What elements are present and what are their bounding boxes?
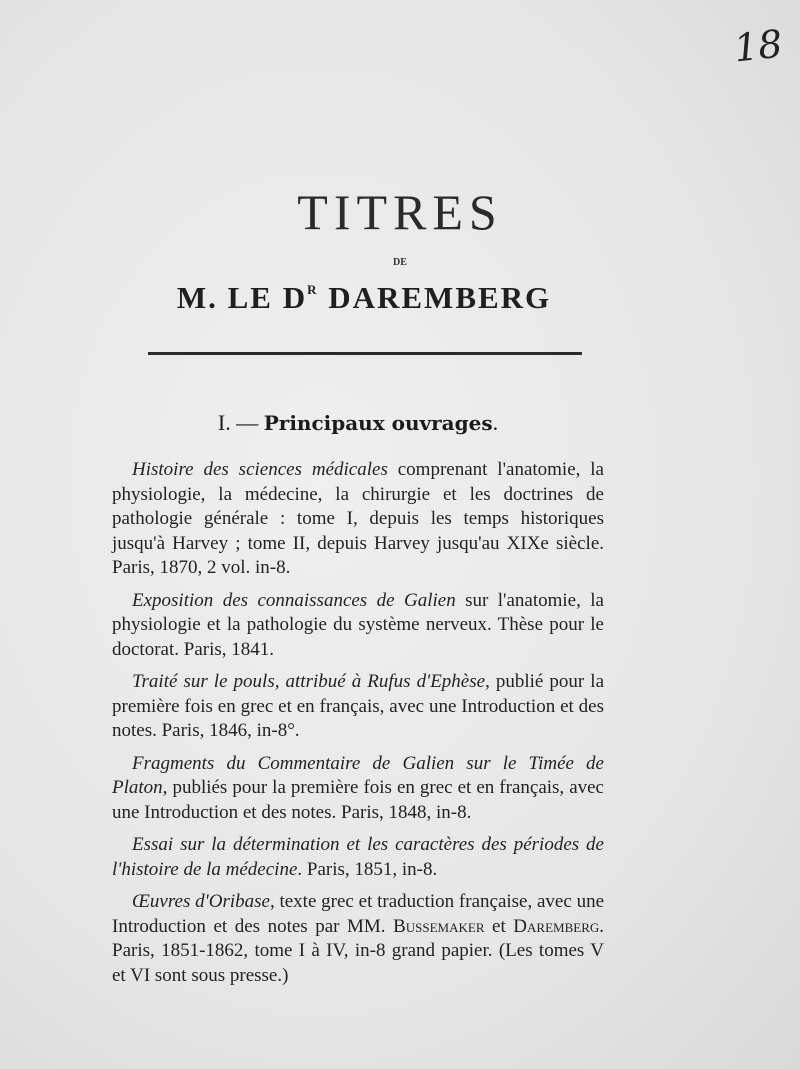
author-superscript: R [307, 282, 319, 297]
entry-details: , texte grec et traduction française, avec une Introduction et des notes par MM. [112, 891, 605, 937]
bibliography-entry [112, 752, 604, 826]
entry-details: , publiés pour la première fois en grec et en français, avec une Introduction et des notes. Paris, 1848, in-8. [112, 777, 604, 823]
bibliography-entry [112, 458, 604, 581]
entry-details: comprenant l'anatomie, la physiologie, la médecine, la chirurgie et les doctrines de pathologie générale : tome I, depuis les temps historiques jusqu'à Harvey ; tome II, depuis Harvey jusqu'au XIXe siècle. Paris, 1870, 2 vol. in-8. [112, 459, 604, 578]
author-prefix: M. LE D [176, 280, 308, 315]
section-title: Principaux ouvrages [263, 411, 493, 435]
handwritten-page-number: 18 [731, 21, 785, 71]
horizontal-rule [148, 352, 582, 355]
title-preposition: DE [393, 257, 407, 268]
bibliography-entry [112, 589, 604, 663]
work-title: Essai sur la détermination et les caractères des périodes de l'histoire de la médecine [112, 834, 604, 880]
bibliography-entry [112, 670, 604, 744]
entry-details: . Paris, 1851-1862, tome I à IV, in-8 grand papier. (Les tomes V et VI sont sous presse.) [112, 915, 604, 986]
co-author-name: Bussemaker [393, 915, 485, 937]
entry-details: . Paris, 1851, in-8. [297, 858, 438, 880]
entry-details: et [484, 915, 514, 937]
work-title: Exposition des connaissances de Galien [132, 589, 456, 611]
entry-details: , publié pour la première fois en grec et en français, avec une Introduction et des notes. Paris, 1846, in-8°. [112, 671, 604, 741]
page-title: TITRES [297, 184, 503, 240]
bibliography-list [112, 458, 604, 996]
author-line [0, 280, 728, 316]
work-title: Traité sur le pouls, attribué à Rufus d'Ephèse [132, 671, 486, 692]
entry-details: sur l'anatomie, la physiologie et la pathologie du système nerveux. Thèse pour le doctorat. Paris, 1841. [112, 589, 604, 660]
author-name-small-caps: Daremberg [513, 915, 600, 937]
section-heading [0, 410, 716, 436]
section-number: I. [217, 410, 231, 435]
author-name: DAREMBERG [328, 280, 552, 315]
work-title: Œuvres d'Oribase [132, 891, 270, 912]
bibliography-entry [112, 890, 604, 988]
work-title: Fragments du Commentaire de Galien sur le Timée de Platon [112, 752, 604, 798]
work-title: Histoire des sciences médicales [132, 459, 388, 480]
bibliography-entry [112, 833, 604, 882]
section-dash: — [236, 410, 259, 435]
section-end: . [492, 410, 499, 435]
